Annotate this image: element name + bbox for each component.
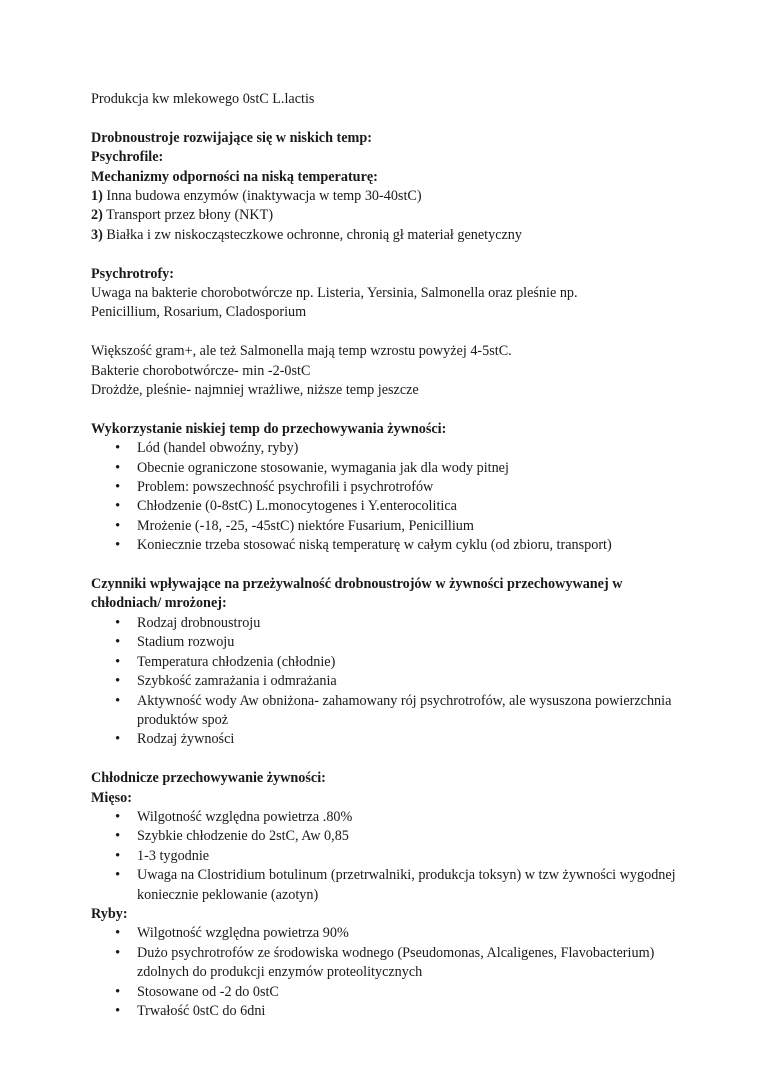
list-item: • Uwaga na Clostridium botulinum (przetrwalniki, produkcja toksyn) w tzw żywności wygodnej koniecznie peklowanie (azotyn) bbox=[137, 866, 691, 905]
list-item: • Dużo psychrotrofów ze środowiska wodnego (Pseudomonas, Alcaligenes, Flavobacterium) zdolnych do produkcji enzymów proteolitycznych bbox=[137, 944, 691, 983]
document-title: Produkcja kw mlekowego 0stC L.lactis bbox=[91, 91, 315, 107]
subheading-meat: Mięso: bbox=[91, 789, 132, 806]
section-heading-survival-factors-cont: chłodniach/ mrożonej: bbox=[91, 595, 227, 612]
document-page bbox=[91, 90, 691, 1021]
numbered-item bbox=[91, 226, 691, 245]
subheading-psychrofile: Psychrofile: bbox=[91, 149, 164, 166]
numbered-item bbox=[91, 206, 691, 225]
list-item: • Obecnie ograniczone stosowanie, wymagania jak dla wody pitnej bbox=[137, 459, 691, 478]
spacer bbox=[91, 245, 691, 264]
spacer bbox=[91, 109, 691, 128]
list-item: • Aktywność wody Aw obniżona- zahamowany rój psychrotrofów, ale wysuszona powierzchnia produktów spoż bbox=[137, 692, 691, 731]
spacer bbox=[91, 750, 691, 769]
list-item: • 1-3 tygodnie bbox=[137, 847, 691, 866]
item-number: 3) bbox=[91, 226, 103, 243]
section-heading-psychrotrofy: Psychrotrofy: bbox=[91, 265, 175, 282]
subheading-fish: Ryby: bbox=[91, 905, 128, 922]
list-item: • Mrożenie (-18, -25, -45stC) niektóre Fusarium, Penicillium bbox=[137, 517, 691, 536]
bullet-list bbox=[91, 924, 691, 1021]
bullet-list bbox=[91, 808, 691, 905]
bullet-list bbox=[91, 614, 691, 750]
list-item: • Rodzaj drobnoustroju bbox=[137, 614, 691, 633]
paragraph-line: Drożdże, pleśnie- najmniej wrażliwe, niższe temp jeszcze bbox=[91, 382, 419, 399]
section-heading-low-temp-storage: Wykorzystanie niskiej temp do przechowywania żywności: bbox=[91, 420, 447, 437]
spacer bbox=[91, 323, 691, 342]
paragraph-line: Większość gram+, ale też Salmonella mają temp wzrostu powyżej 4-5stC. bbox=[91, 343, 512, 360]
paragraph-line: Bakterie chorobotwórcze- min -2-0stC bbox=[91, 362, 311, 379]
item-text: Inna budowa enzymów (inaktywacja w temp 30-40stC) bbox=[102, 188, 422, 205]
list-item: • Wilgotność względna powietrza 90% bbox=[137, 924, 691, 943]
list-item: • Problem: powszechność psychrofili i psychrotrofów bbox=[137, 478, 691, 497]
list-item: • Koniecznie trzeba stosować niską temperaturę w całym cyklu (od zbioru, transport) bbox=[137, 536, 691, 555]
list-item: • Wilgotność względna powietrza .80% bbox=[137, 808, 691, 827]
item-number: 2) bbox=[91, 207, 103, 224]
section-heading-low-temp-microbes: Drobnoustroje rozwijające się w niskich temp: bbox=[91, 129, 372, 146]
bullet-list bbox=[91, 439, 691, 555]
numbered-item bbox=[91, 187, 691, 206]
list-item: • Lód (handel obwoźny, ryby) bbox=[137, 439, 691, 458]
list-item: • Stadium rozwoju bbox=[137, 633, 691, 652]
section-heading-cold-storage: Chłodnicze przechowywanie żywności: bbox=[91, 770, 326, 787]
list-item: • Stosowane od -2 do 0stC bbox=[137, 983, 691, 1002]
list-item: • Szybkie chłodzenie do 2stC, Aw 0,85 bbox=[137, 827, 691, 846]
section-heading-survival-factors: Czynniki wpływające na przeżywalność drobnoustrojów w żywności przechowywanej w bbox=[91, 576, 623, 593]
spacer bbox=[91, 400, 691, 419]
paragraph-line: Uwaga na bakterie chorobotwórcze np. Listeria, Yersinia, Salmonella oraz pleśnie np. bbox=[91, 285, 578, 302]
list-item: • Rodzaj żywności bbox=[137, 730, 691, 749]
list-item: • Temperatura chłodzenia (chłodnie) bbox=[137, 653, 691, 672]
item-text: Białka i zw niskocząsteczkowe ochronne, chronią gł materiał genetyczny bbox=[102, 226, 522, 243]
list-item: • Szybkość zamrażania i odmrażania bbox=[137, 672, 691, 691]
item-number: 1) bbox=[91, 188, 103, 205]
spacer bbox=[91, 556, 691, 575]
subheading-mechanisms: Mechanizmy odporności na niską temperaturę: bbox=[91, 168, 378, 185]
list-item: • Chłodzenie (0-8stC) L.monocytogenes i Y.enterocolitica bbox=[137, 497, 691, 516]
paragraph-line: Penicillium, Rosarium, Cladosporium bbox=[91, 304, 307, 321]
item-text: Transport przez błony (NKT) bbox=[102, 207, 274, 224]
list-item: • Trwałość 0stC do 6dni bbox=[137, 1002, 691, 1021]
